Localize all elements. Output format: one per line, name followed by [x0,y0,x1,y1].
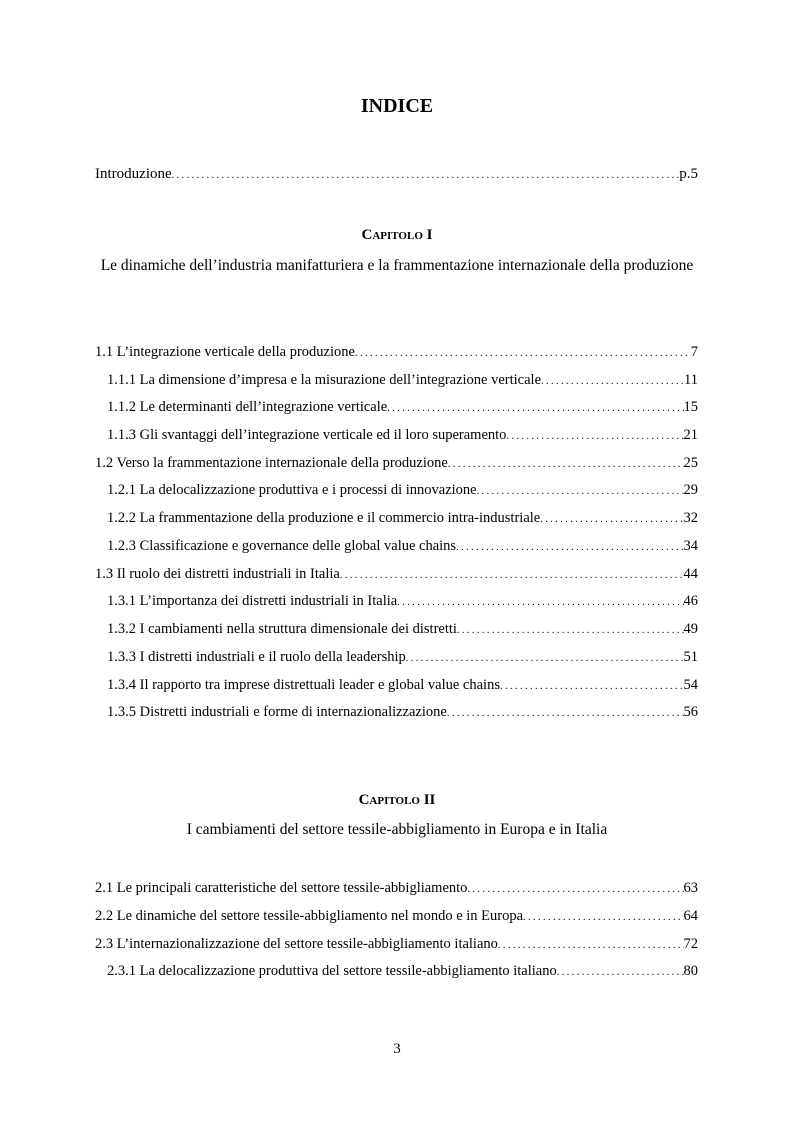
toc-entry-label: 2.2 Le dinamiche del settore tessile-abbigliamento nel mondo e in Europa [95,908,524,924]
toc-entry-page: p.5 [679,166,698,182]
toc-entry-page: 11 [684,372,698,388]
toc-entry[interactable] [95,454,698,474]
toc-entry-label: 1.3 Il ruolo dei distretti industriali in Italia [95,566,340,582]
toc-entry-label: 1.3.2 I cambiamenti nella struttura dimensionale dei distretti [107,621,457,637]
toc-entry[interactable] [107,537,698,557]
dot-leader [477,481,684,501]
toc-entry-label: 1.2.3 Classificazione e governance delle global value chains [107,538,457,554]
toc-entry-page: 7 [690,344,698,360]
toc-entry[interactable] [107,426,698,446]
toc-entry-page: 54 [683,677,698,693]
dot-leader [355,343,691,363]
toc-entry[interactable] [95,935,698,955]
toc-entry-label: Introduzione [95,166,172,182]
toc-entry[interactable] [95,343,698,363]
toc-entry-label: 1.1.1 La dimensione d’impresa e la misurazione dell’integrazione verticale [107,372,542,388]
dot-leader [172,165,680,185]
toc-entry-page: 32 [683,510,698,526]
toc-entry-page: 44 [683,566,698,582]
toc-entry-label: 1.1 L’integrazione verticale della produzione [95,344,355,360]
dot-leader [447,703,684,723]
toc-entry-label: 1.2.2 La frammentazione della produzione e il commercio intra-industriale [107,510,541,526]
toc-entry[interactable] [107,371,698,391]
toc-entry-label: 1.2.1 La delocalizzazione produttiva e i processi di innovazione [107,482,477,498]
dot-leader [500,676,684,696]
toc-entry-page: 51 [683,649,698,665]
toc-entry[interactable] [107,481,698,501]
toc-entry-label: 1.1.2 Le determinanti dell’integrazione verticale [107,399,388,415]
toc-entry-page: 34 [683,538,698,554]
toc-entry-introduction[interactable] [95,165,698,185]
chapter-title: I cambiamenti del settore tessile-abbigliamento in Europa e in Italia [186,821,608,838]
toc-entry-label: 1.3.1 L’importanza dei distretti industriali in Italia [107,593,398,609]
toc-entry-label: 1.3.3 I distretti industriali e il ruolo della leadership [107,649,406,665]
toc-entry-page: 49 [683,621,698,637]
toc-entry[interactable] [95,565,698,585]
toc-entry[interactable] [95,907,698,927]
dot-leader [557,962,684,982]
toc-entry-page: 72 [683,936,698,952]
toc-entry[interactable] [107,398,698,418]
toc-entry[interactable] [107,703,698,723]
dot-leader [340,565,684,585]
toc-entry[interactable] [107,592,698,612]
toc-entry-label: 1.1.3 Gli svantaggi dell’integrazione verticale ed il loro superamento [107,427,507,443]
dot-leader [541,371,684,391]
toc-entry-page: 25 [683,455,698,471]
chapter-heading: Capitolo II [358,792,436,808]
toc-entry-page: 46 [683,593,698,609]
toc-entry-page: 29 [683,482,698,498]
toc-entry-label: 1.3.5 Distretti industriali e forme di internazionalizzazione [107,704,447,720]
dot-leader [467,879,683,899]
toc-entry[interactable] [107,509,698,529]
chapter-title: Le dinamiche dell’industria manifatturiera e la frammentazione internazionale della produzione [100,257,694,274]
toc-entry[interactable] [95,879,698,899]
toc-entry[interactable] [107,676,698,696]
toc-entry-page: 21 [683,427,698,443]
toc-entry-page: 15 [683,399,698,415]
dot-leader [498,935,684,955]
chapter-heading: Capitolo I [361,227,433,243]
toc-entry-label: 1.2 Verso la frammentazione internazionale della produzione [95,455,448,471]
dot-leader [456,537,683,557]
dot-leader [397,592,683,612]
toc-entry-page: 63 [683,880,698,896]
dot-leader [506,426,683,446]
toc-entry-label: 2.1 Le principali caratteristiche del settore tessile-abbigliamento [95,880,468,896]
dot-leader [406,648,684,668]
dot-leader [523,907,683,927]
toc-entry-label: 2.3.1 La delocalizzazione produttiva del settore tessile-abbigliamento italiano [107,963,557,979]
dot-leader [457,620,684,640]
toc-entry-page: 56 [683,704,698,720]
toc-entry[interactable] [107,648,698,668]
page-title: INDICE [360,95,434,117]
dot-leader [448,454,684,474]
toc-entry-page: 64 [683,908,698,924]
dot-leader [387,398,683,418]
toc-entry-page: 80 [683,963,698,979]
toc-entry-label: 2.3 L’internazionalizzazione del settore tessile-abbigliamento italiano [95,936,498,952]
page-number: 3 [393,1041,401,1057]
toc-entry[interactable] [107,620,698,640]
toc-entry-label: 1.3.4 Il rapporto tra imprese distrettuali leader e global value chains [107,677,500,693]
toc-entry[interactable] [107,962,698,982]
dot-leader [540,509,683,529]
